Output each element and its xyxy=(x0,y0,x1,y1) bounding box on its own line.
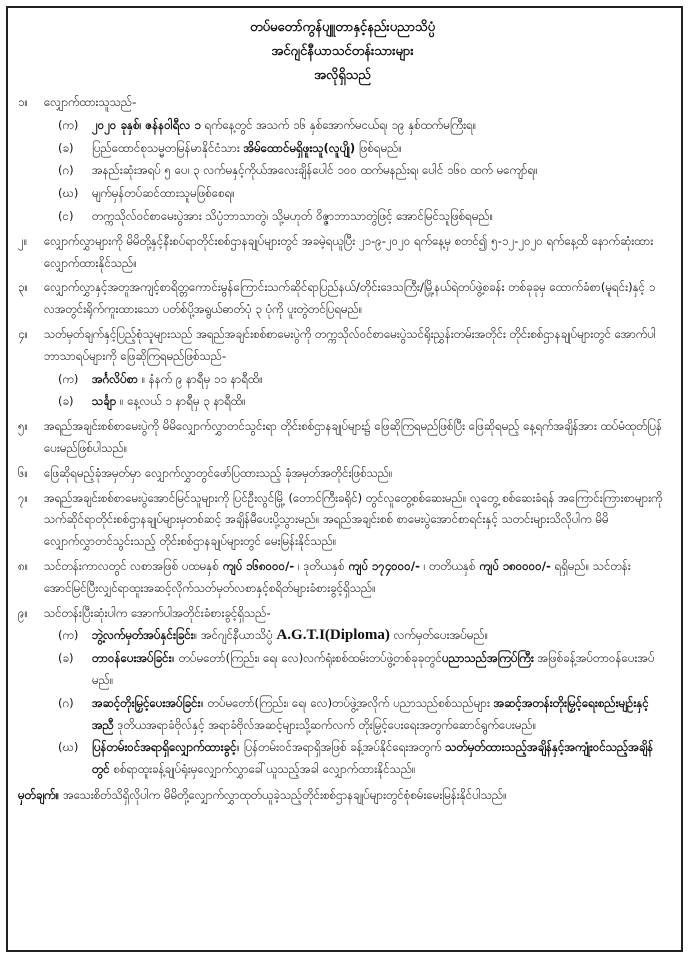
document-header xyxy=(18,16,667,88)
note-text: အသေးစိတ်သိရှိလိုပါက မိမိတို့လျှောက်လွှာထုတ်ယူခဲ့သည့်တိုင်းစစ်ဌာနချုပ်များတွင်စုံစမ်းမေးမြန်းနိုင်ပါသည်။ xyxy=(63,787,507,802)
subitem-9d xyxy=(44,737,667,781)
subitem-1c xyxy=(44,160,667,182)
subitem-text: ဒုတိယအရာခံဗိုလ်နှင့် အရာခံဗိုလ်အဆင့်များသို့ဆက်လက် တိုးမြှင့်ပေးရေးအတွက်ဆောင်ရွက်ပေးမည်။ xyxy=(113,717,537,732)
subitem-1d xyxy=(44,183,667,205)
subitem-text: မျက်မှန်တပ်ဆင်ထားသူမဖြစ်စေရ။ xyxy=(92,186,235,201)
item-6 xyxy=(18,463,667,485)
subitem-text: လက်မှတ်ပေးအပ်မည်။ xyxy=(389,628,489,643)
subitem-text: ။ တပ်မတော်(ကြည်း၊ ရေ၊ လေ)လက်ရုံးစစ်ထမ်းတပ်ဖွဲ့တစ်ခုခုတွင် xyxy=(171,651,442,666)
item-text: သင်တန်းကာလတွင် လစာအဖြစ် ပထမနှစ် xyxy=(44,558,223,573)
subitem-label: (ခ) xyxy=(58,140,74,155)
salary-year-1: ကျပ် ၁၆၈၀၀၀/- xyxy=(222,558,295,573)
item-8 xyxy=(18,556,667,600)
item-5 xyxy=(18,416,667,460)
subitem-label: (က) xyxy=(58,371,79,386)
subitem-text: ။ ပြန်တမ်းဝင်အရာရှိအဖြစ် ခန့်အပ်နိုင်ရေးအတွက် xyxy=(236,740,446,755)
item-4 xyxy=(18,324,667,413)
subject-name: အင်္ဂလိပ်စာ xyxy=(92,371,139,386)
note-label: မှတ်ချက်။ xyxy=(18,787,60,802)
subitem-text: ရက်နေ့တွင် အသက် ၁၆ နှစ်အောက်မငယ်ရ၊ ၁၉ နှစ်ထက်မကြီးရ။ xyxy=(200,117,477,132)
item-3 xyxy=(18,277,667,321)
subitem-text: ပြည်ထောင်စုသမ္မတမြန်မာနိုင်ငံသား xyxy=(92,140,244,155)
subitem-1b xyxy=(44,138,667,160)
item-2 xyxy=(18,231,667,275)
header-line-2: အင်ဂျင်နီယာသင်တန်းသားများ xyxy=(271,44,414,59)
subitem-label: (က) xyxy=(58,628,79,643)
subitem-text: အဖြစ်ခန့်အပ်တာဝန်ပေးအပ်မည်။ xyxy=(92,651,655,687)
item-number: ၉။ xyxy=(18,605,29,620)
item-number: ၄။ xyxy=(18,326,29,341)
item-text: ရရှိမည်။ သင်တန်းအောင်မြင်ပြီးလျှင်ရာထူးအဆင့်လိုက်သတ်မှတ်လစာနှင့်စရိတ်များခံစားခွင့်ရှိသည်။ xyxy=(44,558,631,595)
subitem-9a xyxy=(44,625,667,647)
item-number: ၁။ xyxy=(18,95,29,109)
item-9 xyxy=(18,603,667,781)
item-number: ၂။ xyxy=(18,233,28,248)
date-text: ၂၀၂၀ ခုနှစ်၊ ဇန်နဝါရီလ ၁ xyxy=(92,117,201,132)
item-text: အရည်အချင်းစစ်စာမေးပွဲကို မိမိလျှောက်လွှာတင်သွင်းရာ တိုင်းစစ်ဌာနချုပ်များ၌ ဖြေဆိုကြရမည်ဖြစ်ပြီး ဖြေဆိုရမည့် နေ့ရက်အချိန်အား ထပ်မံထုတ်ပြန်ပေးမည်ဖြစ်ပါသည်။ xyxy=(44,419,663,455)
subitem-text: ။ အင်ဂျင်နီယာသိပ္ပံ xyxy=(193,628,277,643)
item-number: ၃။ xyxy=(18,280,29,295)
subitem-label: (က) xyxy=(58,117,79,132)
subitem-1e xyxy=(44,206,667,228)
subitem-label: (င) xyxy=(58,208,74,223)
diploma-title: A.G.T.I(Diploma) xyxy=(276,627,390,644)
subitem-label: (ဃ) xyxy=(58,740,79,755)
item-text: ဖြေဆိုရမည့်ခုံအမှတ်မှာ လျှောက်လွှာတွင်ဖော်ပြထားသည့် ခုံအမှတ်အတိုင်းဖြစ်သည်။ xyxy=(44,465,393,480)
emphasis-text: အဆင့်အတန်းတိုးမြှင့်ရေးစည်းမျဉ်းနှင့်အညီ xyxy=(92,695,649,732)
benefit-title: အဆင့်တိုးမြှင့်ပေးအပ်ခြင်း xyxy=(92,695,201,710)
header-line-1: တပ်မတော်ကွန်ပျူတာနှင့်နည်းပညာသိပ္ပံ xyxy=(249,20,436,35)
item-number: ၆။ xyxy=(18,465,29,480)
subitem-9b xyxy=(44,648,667,692)
subject-time: ။ နေ့လယ် ၁ နာရီမှ ၃ နာရီထိ။ xyxy=(116,394,246,409)
subitem-4b xyxy=(44,391,667,413)
header-line-3: အလိုရှိသည် xyxy=(314,68,371,83)
item-intro: လျှောက်ထားသူသည်- xyxy=(44,95,137,109)
benefit-title: ဘွဲ့လက်မှတ်အပ်နှင်းခြင်း xyxy=(92,628,194,643)
item-intro: သင်တန်းပြီးဆုံးပါက အောက်ပါအတိုင်းခံစားခွင့်ရှိသည်- xyxy=(44,605,271,620)
item-text: လျှောက်လွှာနှင့်အတူအကျင့်စာရိတ္တကောင်းမွန်ကြောင်းသက်ဆိုင်ရာပြည်နယ်/တိုင်းဒေသကြီး/မြို့နယ်ရဲတပ်ဖွဲ့စခန်း တစ်ခုခုမှ ထောက်ခံစာ(မူရင်း)နှင့် ၁ လအတွင်းရိုက်ကူးထားသော ပတ်စ်ပို့အရွယ်ဓာတ်ပုံ ၃ ပုံကို ပူးတွဲတင်ပြရမည်။ xyxy=(44,280,656,317)
item-text: ၊ ဒုတိယနှစ် xyxy=(294,558,349,573)
subitem-text: ဖြစ်ရမည်။ xyxy=(355,140,402,155)
subitem-4a xyxy=(44,369,667,391)
subitem-label: (ဃ) xyxy=(58,186,79,201)
document-page xyxy=(6,6,683,952)
emphasis-text: ပညာသည်အကြပ်ကြီး xyxy=(441,651,534,666)
item-number: ၈။ xyxy=(18,558,29,573)
subitem-label: (ဂ) xyxy=(58,695,74,710)
footnote xyxy=(18,785,667,807)
subject-name: သင်္ချာ xyxy=(92,394,117,409)
subitem-text: တက္ကသိုလ်ဝင်စာမေးပွဲအား သိပ္ပံဘာသာတွဲ၊ သို့မဟုတ် ဝိဇ္ဇာဘာသာတွဲဖြင့် အောင်မြင်သူဖြစ်ရမည်။ xyxy=(92,208,494,223)
item-number: ၇။ xyxy=(18,490,29,505)
benefit-title: ပြန်တမ်းဝင်အရာရှိလျှောက်ထားခွင့် xyxy=(92,740,237,755)
subitem-label: (ခ) xyxy=(58,394,74,409)
subject-time: ။ နံနက် ၉ နာရီမှ ၁၁ နာရီထိ။ xyxy=(138,371,263,386)
subitem-1a xyxy=(44,115,667,137)
subitem-label: (ခ) xyxy=(58,651,74,666)
subitem-text: ။ တပ်မတော်(ကြည်း၊ ရေ၊ လေ)တပ်ဖွဲ့အလိုက် ပညာသည်စစ်သည်များ xyxy=(200,695,494,710)
subitem-text: စစ်ရာထူးခန့်ချုပ်ရုံးမှလျှောက်လွှာခေါ်ယူသည့်အခါ လျှောက်ထားနိုင်သည်။ xyxy=(109,762,416,777)
item-7 xyxy=(18,488,667,553)
item-text: လျှောက်လွှာများကို မိမိတို့နှင့်နီးစပ်ရာတိုင်းစစ်ဌာနချုပ်များတွင် အခမဲ့ရယူပြီး ၂၁-၉-၂၀၂၀ ရက်နေ့မှ စတင်၍ ၅-၁၂-၂၀၂၀ ရက်နေ့ထိ နောက်ဆုံးထား လျှောက်ထားနိုင်သည်။ xyxy=(44,233,654,270)
item-text: သတ်မှတ်ချက်နှင့်ပြည့်စုံသူများသည် အရည်အချင်းစစ်စာမေးပွဲကို တက္ကသိုလ်ဝင်စာမေးပွဲသင်ရိုးညွှန်းတမ်းအတိုင်း တိုင်းစစ်ဌာနချုပ်များတွင် အောက်ပါဘာသာရပ်များကို ဖြေဆိုကြရမည်ဖြစ်သည်- xyxy=(44,326,656,363)
salary-year-2: ကျပ် ၁၇၄၀၀၀/- xyxy=(348,558,420,573)
subitem-text: အနည်းဆုံးအရပ် ၅ ပေ၊ ၃ လက်မနှင့်ကိုယ်အလေးချိန်ပေါင် ၁၀၀ ထက်မနည်းရ၊ ပေါင် ၁၆၀ ထက် မကျော်ရ။ xyxy=(92,163,538,178)
salary-year-3: ကျပ် ၁၈၀၀၀၀/- xyxy=(479,558,551,573)
subitem-9c xyxy=(44,693,667,737)
emphasis-text: အိမ်ထောင်မရှိဖူးသူ(လူပျို) xyxy=(243,140,356,155)
item-number: ၅။ xyxy=(18,419,29,434)
subitem-label: (ဂ) xyxy=(58,163,74,178)
item-1 xyxy=(18,92,667,228)
item-text: ၊ တတိယနှစ် xyxy=(419,558,480,573)
item-text: အရည်အချင်းစစ်စာမေးပွဲအောင်မြင်သူများကို ပြင်ဦးလွင်မြို့ (တောင်ကြီးခရိုင်) တွင်လူတွေ့စစ်ဆေးမည်။ လူတွေ့ စစ်ဆေးခံရန် အကြောင်းကြားစာများကို သက်ဆိုင်ရာတိုင်းစစ်ဌာနချုပ်များမှတစ်ဆင့် အချိန်မီပေးပို့သွားမည်။ အရည်အချင်းစစ် စာမေးပွဲအောင်စာရင်းနှင့် သတင်းများသိလိုပါက မိမိလျှောက်လွှာတင်သွင်းသည့် တိုင်းစစ်ဌာနချုပ်များတွင် မေးမြန်းနိုင်သည်။ xyxy=(44,490,663,549)
emphasis-text: သတ်မှတ်ထားသည့်အချိန်နှင့်အကျုံးဝင်သည့်အချိန်တွင် xyxy=(92,740,654,777)
benefit-title: တာဝန်ပေးအပ်ခြင်း xyxy=(92,651,172,666)
